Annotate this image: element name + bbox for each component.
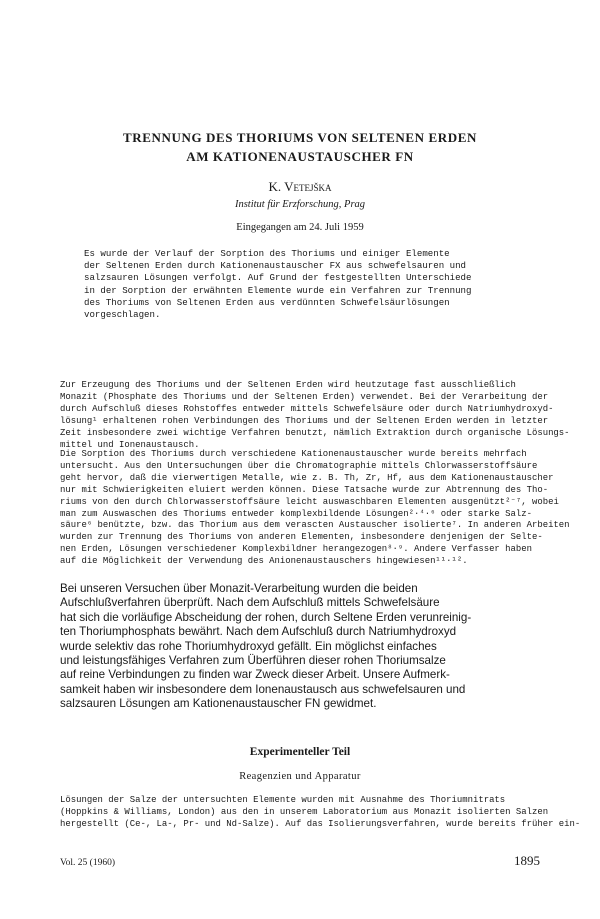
intro-paragraph-2 (60, 449, 570, 568)
main-paragraph (60, 582, 540, 712)
abstract-line: in der Sorption der erwähnten Elemente wurde ein Verfahren zur Trennung (84, 284, 472, 296)
body-line: Zur Erzeugung des Thoriums und der Seltenen Erden wird heutzutage fast ausschließlich (60, 380, 516, 390)
main-line: ten Thoriumphosphats bewährt. Nach dem Aufschluß durch Natriumhydroxyd (60, 625, 457, 639)
body-line: auf die Möglichkeit der Verwendung des Anionenaustauschers hingewiesen¹¹·¹². (60, 556, 468, 567)
abstract-line: der Seltenen Erden durch Kationenaustauscher FX aus schwefelsauren und (84, 260, 466, 272)
article-title-line-1: TRENNUNG DES THORIUMS VON SELTENEN ERDEN (123, 130, 477, 145)
body-line: Lösungen der Salze der untersuchten Elemente wurden mit Ausnahme des Thoriumnitrats (60, 795, 506, 805)
body-line: wurden zur Trennung des Thoriums von anderen Elementen, insbesondere denjenigen der Selte- (60, 532, 543, 543)
body-line: (Hoppkins & Williams, London) aus den in unserem Laboratorium aus Monazit isolierten Salzen (60, 806, 549, 817)
author-name: K. Vetejška (268, 179, 332, 194)
body-line: Monazit (Phosphate des Thoriums und der Seltenen Erden) verwendet. Bei der Verarbeitung der (60, 391, 549, 402)
experimental-paragraph (60, 795, 581, 831)
abstract-line: salzsauren Lösungen verfolgt. Auf Grund der festgestellten Unterschiede (84, 272, 472, 284)
main-line: hat sich die vorläufige Abscheidung der rohen, durch Seltene Erden verunreinig- (60, 610, 472, 624)
abstract-line: des Thoriums von Seltenen Erden aus verdünnten Schwefelsäurlösungen (84, 296, 450, 308)
body-line: hergestellt (Ce-, La-, Pr- und Nd-Salze). Auf das Isolierungsverfahren, wurde bereits früher ein- (60, 818, 581, 829)
body-line: lösung¹ erhaltenen rohen Verbindungen des Thoriums und der Seltenen Erden werden in letzter (60, 415, 549, 426)
main-line: Bei unseren Versuchen über Monazit-Verarbeitung wurden die beiden (60, 582, 418, 595)
main-line: Aufschlußverfahren überprüft. Nach dem Aufschluß mittels Schwefelsäure (60, 596, 440, 610)
section-heading: Experimenteller Teil (249, 746, 351, 758)
article-title-line-2: AM KATIONENAUSTAUSCHER FN (186, 149, 414, 164)
body-line: man zum Auswaschen des Thoriums entweder komplexbildende Lösungen²·⁴·⁶ oder starke Salz- (60, 508, 532, 519)
page-number: 1895 (514, 853, 540, 868)
subsection-heading: Reagenzien und Apparatur (239, 771, 361, 782)
body-line: durch Aufschluß dieses Rohstoffes entweder mittels Schwefelsäure oder durch Natriumhydroxyd- (60, 403, 554, 414)
journal-volume: Vol. 25 (1960) (60, 858, 115, 868)
received-date: Eingegangen am 24. Juli 1959 (236, 222, 364, 233)
body-line: geht hervor, daß die vierwertigen Metalle, wie z. B. Th, Zr, Hf, aus dem Kationenaustauscher (60, 472, 554, 483)
abstract-line: vorgeschlagen. (84, 309, 161, 321)
body-line: nur mit Schwierigkeiten eluiert werden können. Diese Tatsache wurde zur Abtrennung des Tho- (60, 484, 549, 495)
body-line: riums von den durch Chlorwasserstoffsäure leicht auswaschbaren Elementen ausgenützt²⁻⁷, wobei (60, 496, 559, 507)
author-institution: Institut für Erzforschung, Prag (234, 199, 366, 210)
body-line: Zeit insbesondere zwei wichtige Verfahren benutzt, nämlich Extraktion durch organische Lösungs- (60, 427, 570, 438)
main-line: salzsauren Lösungen am Kationenaustauscher FN gewidmet. (60, 697, 377, 711)
abstract-line: Es wurde der Verlauf der Sorption des Thoriums und einiger Elemente (84, 248, 450, 259)
body-line: säure⁶ benützte, bzw. das Thorium aus dem verascten Austauscher isolierte⁷. In anderen Arbeiten (60, 520, 570, 531)
body-line: nen Erden, Lösungen verschiedener Komplexbildner herangezogen⁸·⁹. Andere Verfasser haben (60, 544, 532, 555)
main-line: samkeit haben wir insbesondere dem Ionenaustausch aus schwefelsauren und (60, 682, 466, 696)
abstract (84, 248, 524, 321)
intro-paragraph-1 (60, 380, 570, 451)
main-line: auf reine Verbindungen zu finden war Zweck dieser Arbeit. Unsere Aufmerk- (60, 668, 450, 682)
body-line: mittel und Ionenaustausch. (60, 439, 200, 450)
main-line: und leistungsfähiges Verfahren zum Überführen dieser rohen Thoriumsalze (60, 654, 446, 668)
main-line: wurde selektiv das rohe Thoriumhydroxyd gefällt. Ein möglichst einfaches (60, 639, 437, 653)
body-line: untersucht. Aus den Untersuchungen über die Chromatographie mittels Chlorwasserstoffsäure (60, 460, 538, 471)
body-line: Die Sorption des Thoriums durch verschiedene Kationenaustauscher wurde bereits mehrfach (60, 449, 527, 459)
